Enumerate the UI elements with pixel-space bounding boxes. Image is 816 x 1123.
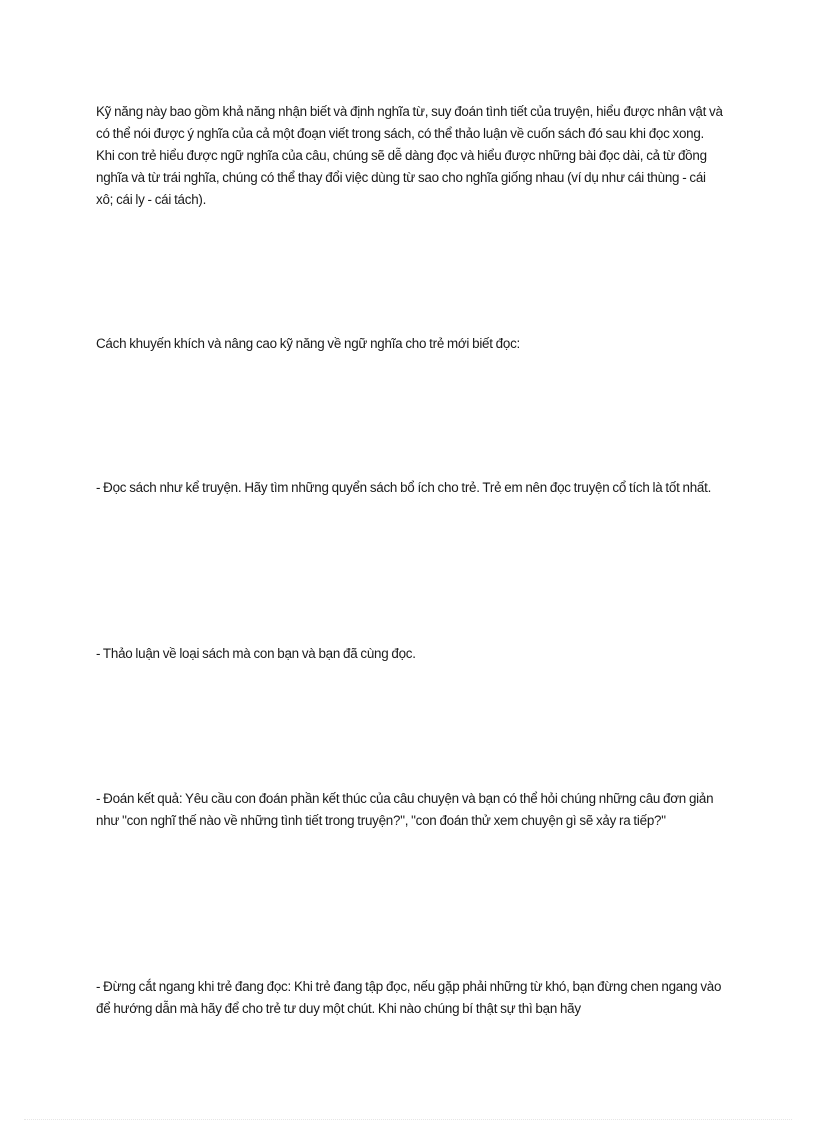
list-item-do-not-interrupt: - Đừng cắt ngang khi trẻ đang đọc: Khi trẻ đang tập đọc, nếu gặp phải những từ khó, bạn đừng chen ngang vào để hướng dẫn mà hãy để cho trẻ tư duy một chút. Khi nào chúng bí thật sự thì bạn hãy xyxy=(96,979,722,1016)
list-item-discuss-books: - Thảo luận về loại sách mà con bạn và bạn đã cùng đọc. xyxy=(96,646,416,661)
list-item-guess-ending: - Đoán kết quả: Yêu cầu con đoán phần kết thúc của câu chuyện và bạn có thể hỏi chúng những câu đơn giản như "con nghĩ thế nào về những tình tiết trong truyện?", "con đoán thử xem chuyện gì sẽ xảy ra tiếp?" xyxy=(96,791,714,828)
list-item-read-like-storytelling: - Đọc sách như kể truyện. Hãy tìm những quyển sách bổ ích cho trẻ. Trẻ em nên đọc truyện cổ tích là tốt nhất. xyxy=(96,480,712,495)
paragraph-semantic-skill-definition: Kỹ năng này bao gồm khả năng nhận biết và định nghĩa từ, suy đoán tình tiết của truyện, hiểu được nhân vật và có thể nói được ý nghĩa của cả một đoạn viết trong sách, có thể thảo luận về cuốn sách đó sau khi đọc xong. Khi con trẻ hiểu được ngữ nghĩa của câu, chúng sẽ dễ dàng đọc và hiểu được những bài đọc dài, cả từ đồng nghĩa và từ trái nghĩa, chúng có thể thay đổi việc dùng từ sao cho nghĩa giống nhau (ví dụ như cái thùng - cái xô; cái ly - cái tách). xyxy=(96,104,723,207)
paragraph-encouragement-intro: Cách khuyến khích và nâng cao kỹ năng về ngữ nghĩa cho trẻ mới biết đọc: xyxy=(96,336,520,351)
page-bottom-divider xyxy=(24,1119,792,1120)
